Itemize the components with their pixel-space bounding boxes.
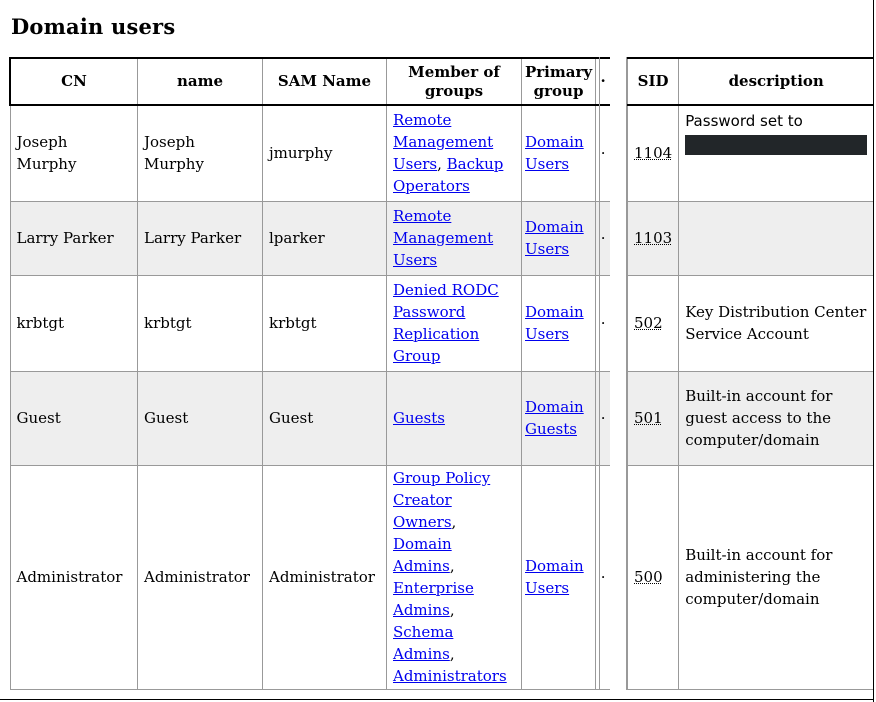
page-title: Domain users	[11, 14, 176, 39]
group-link[interactable]: Schema Admins	[393, 623, 454, 663]
group-link[interactable]: Administrators	[393, 667, 507, 685]
primary-group-link[interactable]: Domain Users	[525, 557, 584, 597]
column-header-sam: SAM Name	[263, 58, 387, 105]
column-header-cn: CN	[10, 58, 138, 105]
table-header-row	[10, 58, 610, 105]
cell-name: Joseph Murphy	[138, 105, 263, 201]
cell-cn: Larry Parker	[10, 201, 138, 275]
cell-dot: ·	[596, 371, 611, 465]
table-row	[628, 275, 874, 371]
table-row	[628, 105, 874, 201]
table-row	[628, 371, 874, 465]
table-row	[628, 201, 874, 275]
description-text: Password set to	[685, 112, 803, 130]
group-link[interactable]: Guests	[393, 409, 445, 427]
cell-sid	[628, 105, 679, 201]
table-row	[10, 201, 610, 275]
group-link[interactable]: Backup Operators	[393, 155, 504, 196]
cell-cn: krbtgt	[10, 275, 138, 371]
cell-sam: jmurphy	[263, 105, 387, 201]
column-header-description: description	[679, 58, 874, 105]
cell-primary-group	[522, 105, 596, 201]
table-row	[10, 275, 610, 371]
sid-value[interactable]: 501	[634, 409, 663, 427]
cell-name: Larry Parker	[138, 201, 263, 275]
cell-groups	[387, 201, 522, 275]
group-link[interactable]: Remote Management Users	[393, 207, 494, 269]
cell-sid	[628, 275, 679, 371]
cell-primary-group	[522, 275, 596, 371]
primary-group-link[interactable]: Domain Users	[525, 218, 584, 258]
redacted-block	[685, 135, 867, 155]
cell-description	[679, 201, 874, 275]
primary-group-link[interactable]: Domain Guests	[525, 398, 584, 438]
primary-group-link[interactable]: Domain Users	[525, 133, 584, 174]
frame-bottom-border	[0, 699, 874, 700]
table-header-row	[628, 58, 874, 105]
cell-groups	[387, 275, 522, 371]
cell-sam: Guest	[263, 371, 387, 465]
table-row	[10, 371, 610, 465]
cell-cn: Joseph Murphy	[10, 105, 138, 201]
column-separator	[599, 57, 600, 690]
cell-description: Built-in account for administering the computer/domain	[679, 465, 874, 689]
cell-cn: Guest	[10, 371, 138, 465]
cell-sam: Administrator	[263, 465, 387, 689]
cell-name: Guest	[138, 371, 263, 465]
cell-sid	[628, 465, 679, 689]
cell-sam: krbtgt	[263, 275, 387, 371]
cell-dot: ·	[596, 201, 611, 275]
primary-group-link[interactable]: Domain Users	[525, 303, 584, 343]
column-header-name: name	[138, 58, 263, 105]
sid-value[interactable]: 500	[634, 568, 663, 586]
table-row	[628, 465, 874, 689]
column-separator	[626, 57, 627, 690]
cell-primary-group	[522, 465, 596, 689]
column-header-groups: Member of groups	[387, 58, 522, 105]
cell-primary-group	[522, 371, 596, 465]
group-link[interactable]: Denied RODC Password Replication Group	[393, 281, 499, 365]
cell-sid	[628, 371, 679, 465]
column-header-dot: ·	[596, 58, 611, 105]
sid-value[interactable]: 1103	[634, 229, 673, 247]
cell-name: krbtgt	[138, 275, 263, 371]
cell-description: Built-in account for guest access to the computer/domain	[679, 371, 874, 465]
cell-sam: lparker	[263, 201, 387, 275]
cell-groups	[387, 371, 522, 465]
table-row	[10, 465, 610, 689]
sid-value[interactable]: 1104	[634, 144, 673, 163]
cell-sid	[628, 201, 679, 275]
cell-dot: ·	[596, 105, 611, 201]
cell-groups: Group Policy Creator Owners, Domain Admins, Enterprise Admins, Schema Admins, Administrators	[387, 465, 522, 689]
cell-description	[679, 105, 874, 201]
sid-value[interactable]: 502	[634, 314, 663, 332]
cell-cn: Administrator	[10, 465, 138, 689]
group-link[interactable]: Group Policy Creator Owners	[393, 469, 491, 531]
users-table-left	[9, 57, 610, 690]
cell-name: Administrator	[138, 465, 263, 689]
column-header-sid: SID	[628, 58, 679, 105]
cell-primary-group	[522, 201, 596, 275]
group-link[interactable]: Enterprise Admins	[393, 579, 474, 619]
group-link[interactable]: Domain Admins	[393, 535, 452, 575]
cell-dot: ·	[596, 465, 611, 689]
users-table-right	[627, 57, 873, 690]
cell-dot: ·	[596, 275, 611, 371]
column-header-primary: Primary group	[522, 58, 596, 105]
group-link[interactable]: Remote Management Users	[393, 111, 494, 174]
cell-description: Key Distribution Center Service Account	[679, 275, 874, 371]
cell-groups: Remote Management Users, Backup Operators	[387, 105, 522, 201]
table-row	[10, 105, 610, 201]
